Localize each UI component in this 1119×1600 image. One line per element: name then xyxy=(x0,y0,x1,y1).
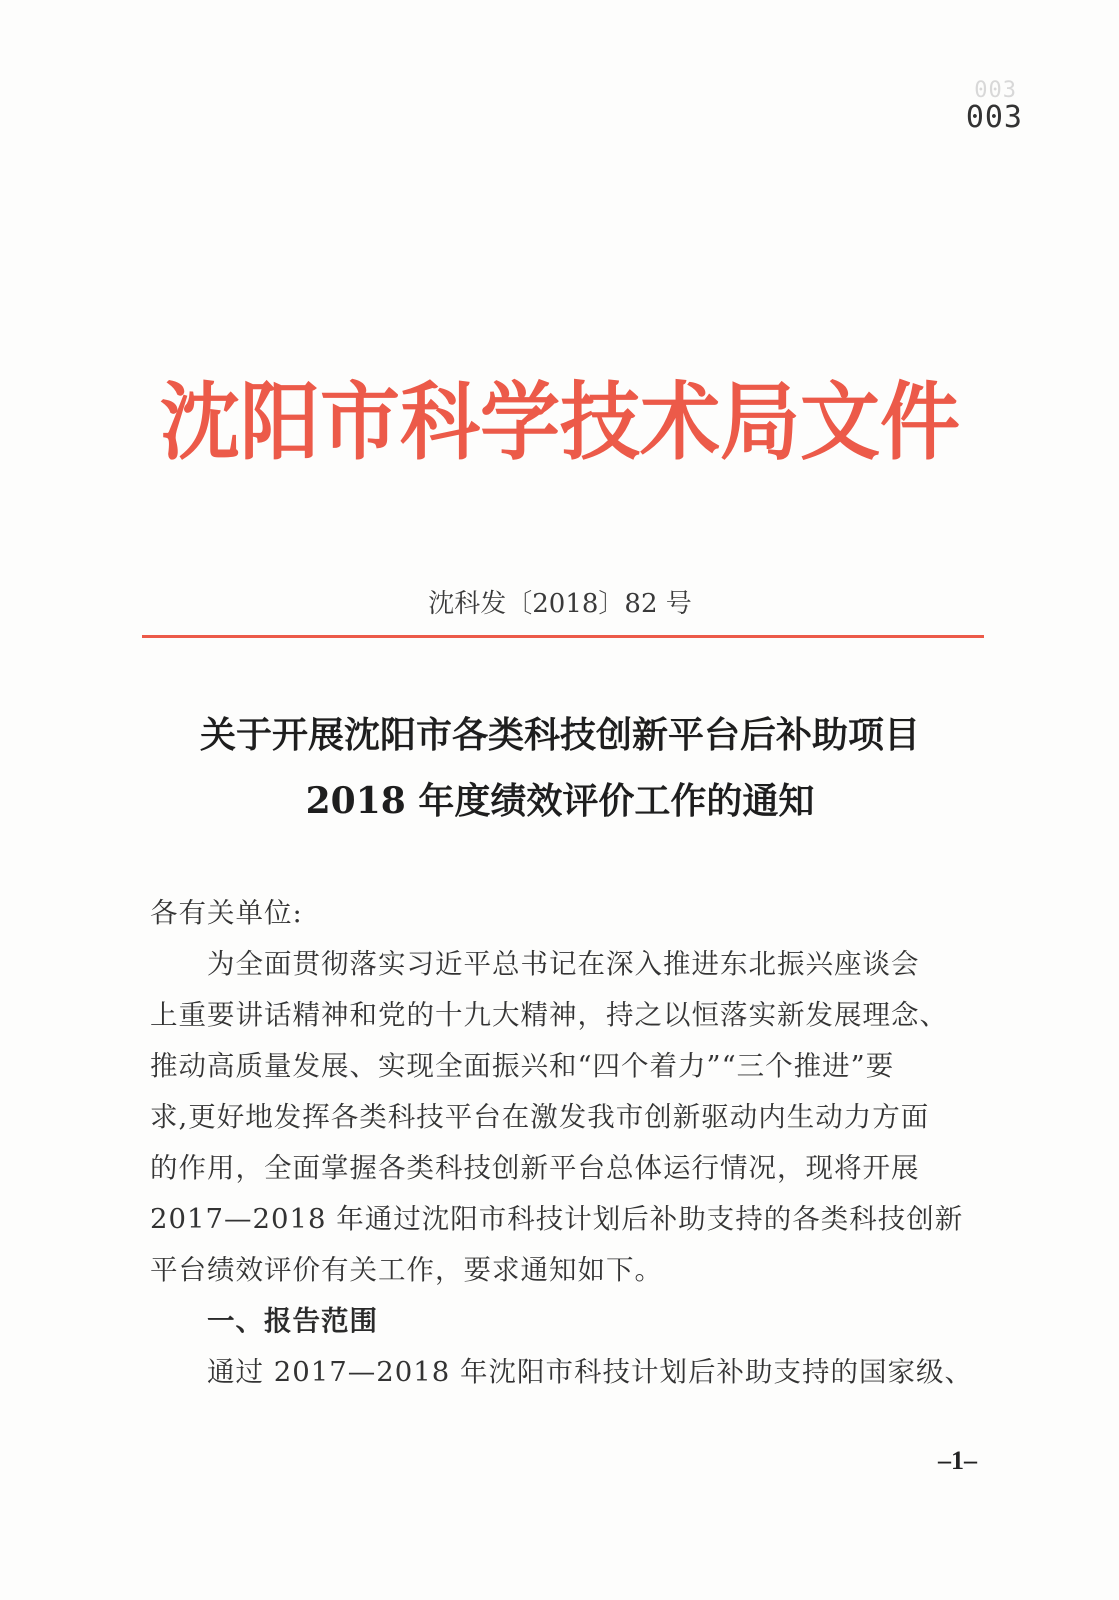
paragraph-line: 为全面贯彻落实习近平总书记在深入推进东北振兴座谈会 xyxy=(207,948,920,980)
paragraph-line: 求,更好地发挥各类科技平台在激发我市创新驱动内生动力方面 xyxy=(150,1101,930,1133)
paragraph-line: 上重要讲话精神和党的十九大精神，持之以恒落实新发展理念、 xyxy=(150,999,948,1031)
document-number: 沈科发〔2018〕82 号 xyxy=(428,589,692,619)
faint-page-code: 003 xyxy=(974,78,1017,103)
salutation: 各有关单位: xyxy=(150,897,303,929)
paragraph-line: 2017—2018 年通过沈阳市科技计划后补助支持的各类科技创新 xyxy=(150,1203,964,1235)
paragraph-line: 平台绩效评价有关工作，要求通知如下。 xyxy=(150,1254,663,1286)
section-heading: 一、报告范围 xyxy=(207,1305,378,1337)
notice-body xyxy=(150,888,990,1398)
paragraph-line: 通过 2017—2018 年沈阳市科技计划后补助支持的国家级、 xyxy=(207,1356,973,1388)
title-line-2: 2018 年度绩效评价工作的通知 xyxy=(305,780,815,822)
notice-title xyxy=(60,702,1060,834)
red-divider xyxy=(142,635,984,638)
title-line-1: 关于开展沈阳市各类科技创新平台后补助项目 xyxy=(199,714,920,756)
masthead-title: 沈阳市科学技术局文件 xyxy=(160,373,960,472)
page-number: –1– xyxy=(938,1446,977,1475)
paragraph-line: 推动高质量发展、实现全面振兴和“四个着力”“三个推进”要 xyxy=(150,1050,895,1082)
paragraph-line: 的作用，全面掌握各类科技创新平台总体运行情况，现将开展 xyxy=(150,1152,920,1184)
page-code: 003 xyxy=(965,100,1023,135)
